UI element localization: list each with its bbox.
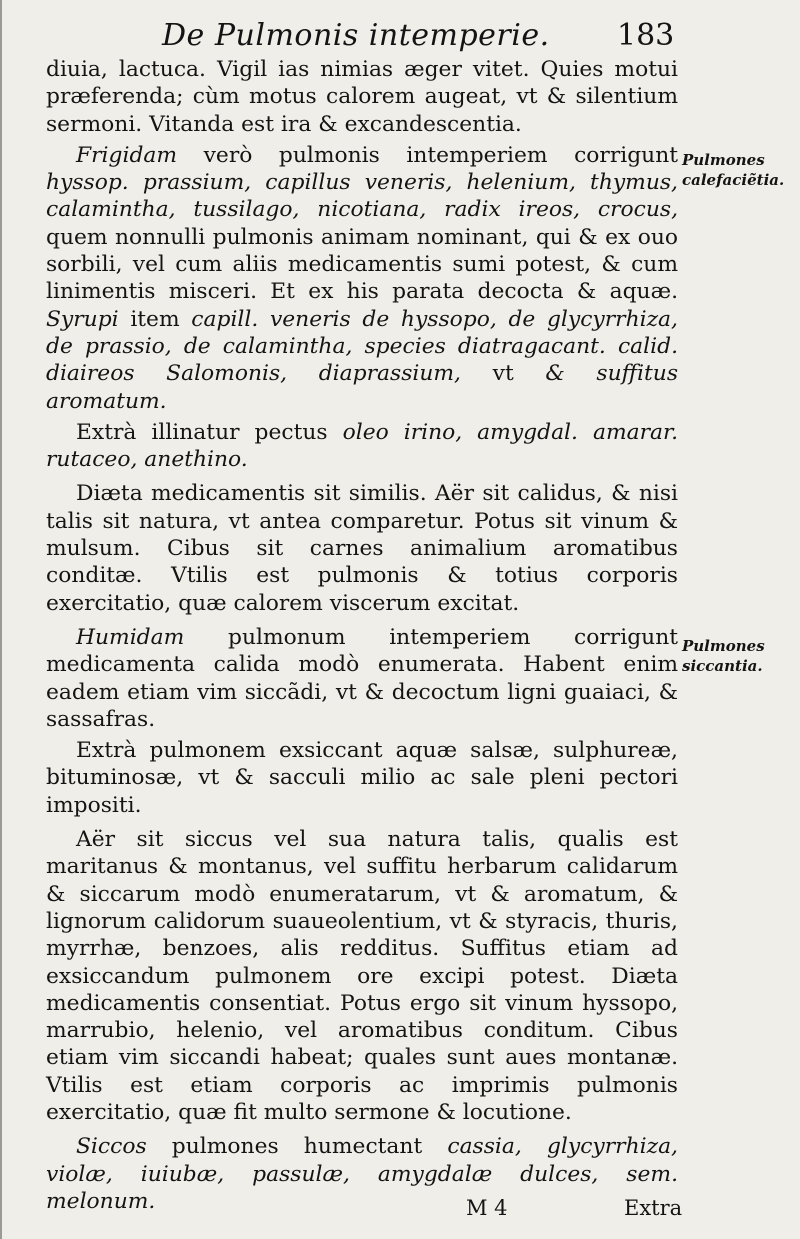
margin-note-calefacientia: Pulmones calefaciẽtia.	[682, 151, 785, 189]
margin-note-siccantia: Pulmones siccantia.	[682, 637, 765, 675]
text-segment: Extrà illinatur pectus	[76, 419, 343, 445]
text-segment: item	[118, 306, 192, 332]
text-segment: Diæta medicamentis sit similis. Aër sit calidus, & nisi talis sit natura, vt antea comparetur. Potus sit vinum & mulsum. Cibus sit carnes animalium aromatibus conditæ. Vtilis est pulmonis & totius corporis exercitatio, quæ calorem viscerum excitat.	[46, 481, 678, 616]
paragraph-7	[46, 826, 678, 1126]
text-segment: pulmonum intemperiem corrigunt medicamenta calida modò enumerata. Habent enim eadem etiam vim siccãdi, vt & decoctum ligni guaiaci, & sassafras.	[46, 624, 678, 732]
paragraph-3	[46, 419, 678, 474]
catchword: Extra	[624, 1196, 683, 1220]
italic-text-segment: Humidam	[76, 624, 185, 650]
text-segment: pulmones humectant	[146, 1134, 448, 1160]
italic-text-segment: capill. veneris de hyssopo, de glycyrrhiza, de prassio, de calamintha, species diatragacant. calid. diaireos Salomonis, diaprassium,	[46, 306, 678, 387]
text-segment: Aër sit siccus vel sua natura talis, qualis est maritanus & montanus, vel suffitu herbarum calidarum & siccarum modò enumeratarum, vt & aromatum, & lignorum calidorum suaueolentium, vt & styracis, thuris, myrrhæ, benzoes, alis redditus. Suffitus etiam ad exsiccandum pulmonem ore excipi potest. Diæta medicamentis consentiat. Potus ergo sit vinum hyssopo, marrubio, helenio, vel aromatibus conditum. Cibus etiam vim siccandi habeat; quales sunt aues montanæ. Vtilis est etiam corporis ac imprimis pulmonis exercitatio, quæ fit multo sermone & locutione.	[46, 827, 678, 1125]
italic-text-segment: Syrupi	[46, 306, 119, 332]
italic-text-segment: hyssop. prassium, capillus veneris, helenium, thymus, calamintha, tussilago, nicotiana, radix ireos, crocus,	[46, 170, 678, 223]
paragraph-1	[46, 56, 678, 138]
page-number: 183	[617, 18, 675, 53]
paragraph-2	[46, 142, 678, 415]
italic-text-segment: Frigidam	[76, 142, 178, 168]
text-segment: vt	[461, 361, 546, 387]
body-text	[46, 56, 678, 1215]
italic-text-segment: & suffitus aromatum.	[46, 361, 679, 414]
text-segment: diuia, lactuca. Vigil ias nimias æger vitet. Quies motui præferenda; cùm motus calorem augeat, vt & silentium sermoni. Vitanda est ira & excandescentia.	[46, 57, 678, 137]
paragraph-5	[46, 624, 678, 733]
running-head	[162, 18, 682, 58]
italic-text-segment: cassia, glycyrrhiza, violæ, iuiubæ, passulæ, amygdalæ dulces, sem. melonum.	[46, 1134, 678, 1214]
italic-text-segment: oleo irino, amygdal. amarar. rutaceo, anethino.	[46, 419, 678, 473]
text-segment: quem nonnulli pulmonis animam nominant, qui & ex ouo sorbili, vel cum aliis medicamentis sumi potest, & cum linimentis misceri. Et ex his parata decocta & aquæ.	[46, 224, 678, 305]
running-title: De Pulmonis intemperie.	[162, 18, 550, 53]
paragraph-4	[46, 480, 678, 616]
paragraph-6	[46, 737, 678, 819]
text-segment: Extrà pulmonem exsiccant aquæ salsæ, sulphureæ, bituminosæ, vt & sacculi milio ac sale pleni pectori impositi.	[46, 738, 678, 818]
signature-mark: M 4	[466, 1196, 508, 1220]
italic-text-segment: Siccos	[76, 1134, 147, 1160]
catchline	[2, 1196, 800, 1224]
text-segment: verò pulmonis intemperiem corrigunt	[177, 142, 678, 168]
